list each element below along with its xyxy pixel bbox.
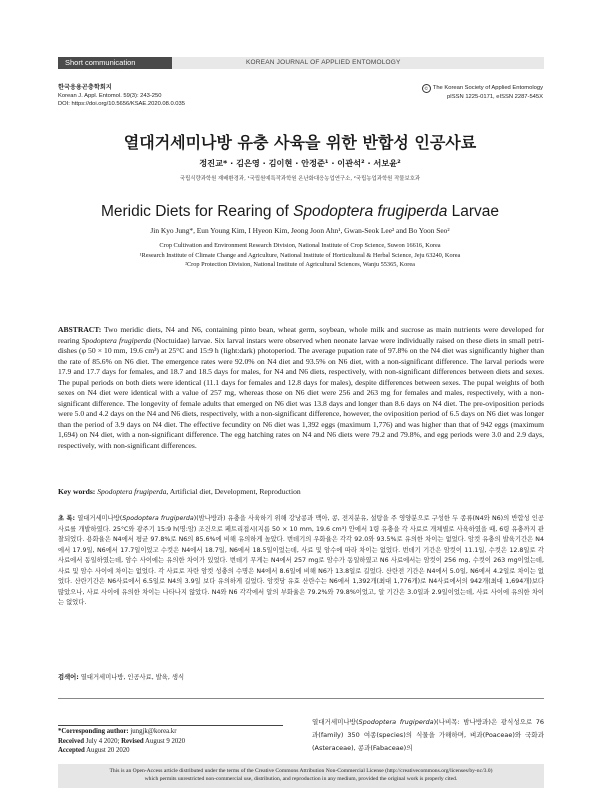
introduction-start [312,716,544,755]
intro-species: Spodoptera frugiperda [358,718,434,726]
copyright-block [422,84,543,101]
affiliation-2: ¹Research Institute of Climate Change and Agriculture, National Institute of Horticultural & Herbal Science, Jeju 63240, Korea [139,251,461,259]
keywords-rest: , Artificial diet, Development, Reproduction [166,487,301,496]
abstract-part-2: (Noctuidae) larvae. Six larval instars were observed when neonate larvae were individually raised on these diets in small petri-dishes (φ 50 × 10 mm, 19.6 cm³) at 25°C and 15:9 h (light:dark) photoperiod. The average pupation rate of 97.8% on the N4 diet was significantly higher than the rate of 85.6% on N6 diet. The emergence rates were 92.0% on N4 diet and 93.5% on N6 diet, with a non-significant difference. The larval periods were 17.9 and 17.7 days for females, and 18.7 and 18.5 days for males, for N4 and N6 diets, respectively, with non-significant differences between diets and sexes. The pupal periods on both diets were identical (11.1 days for females and 12.8 days for males), despite differences between sexes. The pupal weights of both sexes on N4 diet were identical with a value of 257 mg, whereas those on N6 diet were 256 and 263 mg for females and males, respectively, with a non-significant difference. The longevity of female adults that emerged on N6 diet was 13.8 days and longer than 8.6 days on N4 diet. The pre-oviposition periods were 5.0 and 4.2 days on the N4 and N6 diets, respectively, with a non-significant difference, however, the oviposition period of 6.5 days on N6 diet was longer than the period of 3.9 days on N4 diet. The effective fecundity on N6 diet was 1,392 eggs (maximum 1,776) and was higher than that of 942 eggs (maximum 1,694) on N4 diet, with a non-significant difference. The egg hatching rates on N4 and N6 diets were 79.2 and 79.8%, and egg periods were 3.0 and 2.9 days, respectively, with non-significant differences. [58,335,544,451]
abstract-species: Spodoptera frugiperda [81,335,152,345]
title-english-species: Spodoptera frugiperda [293,203,448,220]
received-revised [58,737,298,747]
section-divider [58,698,544,699]
title-english [0,203,600,221]
revised-date: August 9 2020 [143,737,186,745]
authors-english: Jin Kyo Jung*, Eun Young Kim, I Hyeon Kim, Jeong Joon Ahn¹, Gwan-Seok Lee² and Bo Yoon Seo² [150,226,450,235]
korean-summary [58,514,544,609]
section-label: Short communication [58,57,172,69]
journal-title-kr: 한국응용곤충학회지 [58,84,112,91]
doi-link[interactable]: DOI: https://doi.org/10.5656/KSAE.2020.08.0.035 [58,101,185,108]
title-english-prefix: Meridic Diets for Rearing of [100,203,294,220]
copyright-line [422,84,543,93]
abstract-part-1: Two meridic diets, N4 and N6, containing pinto bean, wheat germ, soybean, whole milk and sucrose as main nutrients were developed for rearing [58,325,544,345]
abstract [58,325,544,452]
citation: Korean J. Appl. Entomol. 59(3): 243-250 [58,93,162,100]
accepted-date: August 20 2020 [84,747,130,755]
citation-block [58,84,185,109]
keywords-species: Spodoptera frugiperda [97,487,167,496]
title-english-suffix: Larvae [447,203,500,220]
title-korean: 열대거세미나방 유충 사육을 위한 반합성 인공사료 [123,133,477,152]
intro-part-2: )(나비목: 밤나방과)은 광식성으로 76과(family) 350 여종(species)의 식물을 가해하며, 벼과(Poaceae)와 국화과(Asteraceae), 콩과(Fabaceae)의 [312,718,544,752]
keywords [58,487,544,497]
issn: pISSN 1225-0171, eISSN 2287-545X [446,94,543,100]
license-box [58,764,544,788]
corresponding-email[interactable]: jungjk@korea.kr [128,728,177,735]
received-label: Received [58,737,85,745]
korean-keywords [58,673,544,683]
corresponding-author [58,727,298,737]
corresponding-label: *Corresponding author: [58,728,129,735]
journal-header-bar [58,57,544,69]
korean-keywords-label: 검색어: [58,674,79,681]
affiliation-1: Crop Cultivation and Environment Research Division, National Institute of Crop Science, Suwon 16616, Korea [159,242,441,249]
summary-species: Spodoptera frugiperda [122,515,194,522]
abstract-label: ABSTRACT: [58,325,102,334]
accepted [58,746,298,756]
summary-part-1: 열대거세미나방( [75,515,123,522]
correspondence-block [58,727,298,756]
affiliation-3: ²Crop Protection Division, National Institute of Agricultural Sciences, Wanju 55365, Korea [185,261,415,269]
affiliations-english [0,241,600,270]
footnote-divider [58,725,283,726]
received-date: July 4 2020; [84,737,122,745]
summary-label: 초 록: [58,515,76,522]
license-line-1: This is an Open-Access article distributed under the terms of the Creative Commons Attribution Non-Commercial License (http://creativecommons.org/licenses/by-nc/3.0) [109,768,493,774]
copyright-icon: © [422,84,431,93]
accepted-label: Accepted [58,747,85,755]
keywords-label: Key words: [58,487,96,496]
intro-part-1: 열대거세미나방( [312,718,359,726]
revised-label: Revised [121,737,144,745]
copyright-text: The Korean Society of Applied Entomology [432,85,543,91]
summary-part-2: )(밤나방과) 유충을 사육하기 위해 강낭콩과 맥아, 콩, 전지분유, 설탕을 주 영양분으로 구성한 두 종류(N4와 N6)의 반합성 인공사료를 개발하였다. 25°C와 광주기 15:9 h(명:암) 조건으로 페트리접시(지름 50 × 10 mm, 19.6 cm³) 안에서 1령 유충을 각 사료로 개체별로 사육하였을 때, 6령 유충까지 관찰되었다. 용화율은 N4에서 평균 97.8%로 N6의 85.6%에 비해 유의하게 높았다. 번데기의 우화율은 각각 92.0와 93.5%로 유의한 차이는 없었다. 암컷 유충의 발육기간은 N4에서 17.9일, N6에서 17.7일이었고 수컷은 N4에서 18.7일, N6에서 18.5일이었는데, 사료 및 암수에 따라 차이는 없었다. 번데기 기간은 암컷이 11.1일, 수컷은 12.8일로 각 사료에서 동일하였는데, 암수 사이에는 유의한 차이가 있었다. 번데기 무게는 N4에서 257 mg로 암수가 동일하였고 N6 사료에서는 암컷이 256 mg, 수컷이 263 mg이었는데, 사료 및 암수 사이에 차이는 없었다. 각 사료로 자란 암컷 성충의 수명은 N4에서 8.6일에 비해 N6가 13.8일로 길었다. 산란전 기간은 N4에서 5.0일, N6에서 4.2일로 차이는 없었다. 산란기간은 N6사료에서 6.5일로 N4의 3.9일 보다 유의하게 길었다. 암컷당 유효 산란수는 N6에서 1,392개(최대 1,776개)로 N4사료에서의 942개(최대 1,694개)보다 많았으나, 사료 사이에 유의한 차이는 나타나지 않았다. N4와 N6 각각에서 알의 부화율은 79.2%와 79.8%이었고, 알 기간은 3.0일과 2.9일이었는데, 사료 사이에 유의한 차이는 없었다. [58,515,544,607]
authors-korean: 정진교* · 김은영 · 김이현 · 안정준¹ · 이관석² · 서보윤² [199,158,401,168]
affiliations-korean: 국립식량과학원 재배환경과, ¹국립원예특작과학원 온난화대응농업연구소, ²국립농업과학원 작물보호과 [179,176,421,182]
license-line-2: which permits unrestricted non-commercial use, distribution, and reproduction in any medium, provided the original work is properly cited. [144,776,458,783]
journal-name-banner: KOREAN JOURNAL OF APPLIED ENTOMOLOGY [172,57,544,69]
korean-keywords-text: 열대거세미나방, 인공사료, 발육, 생식 [78,674,185,681]
